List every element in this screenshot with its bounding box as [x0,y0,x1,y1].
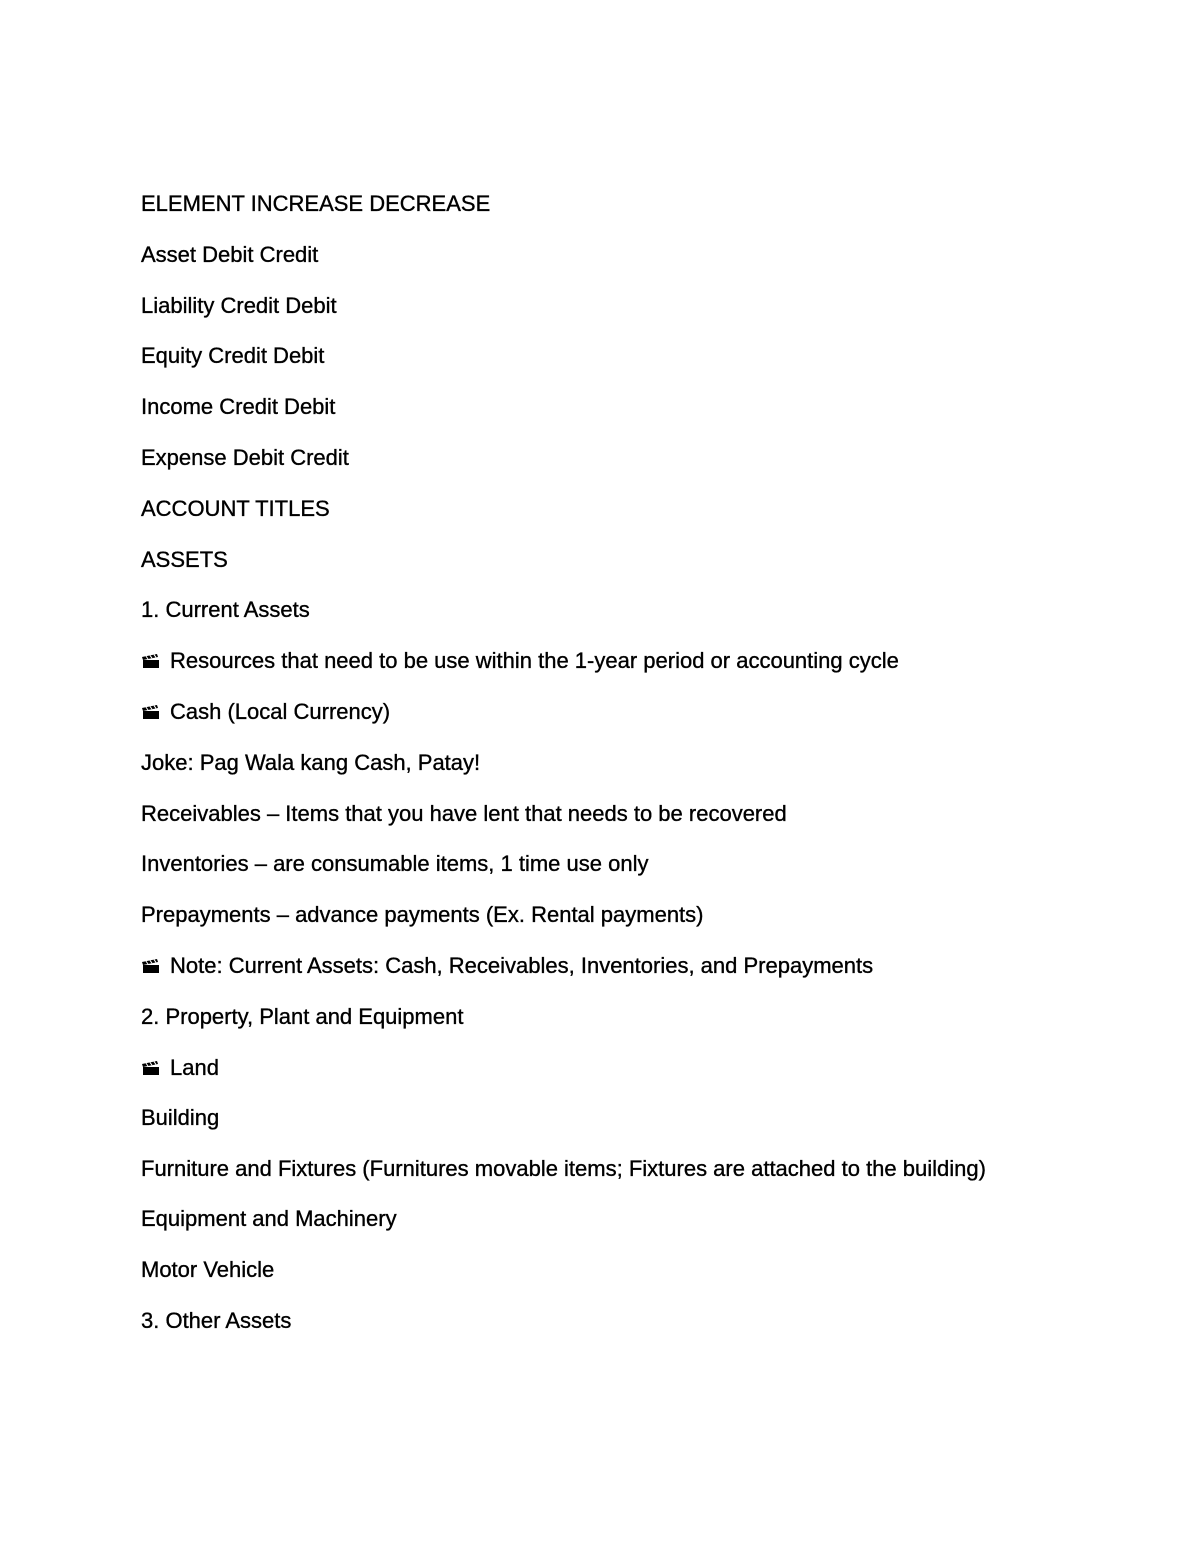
text-line [141,341,1041,371]
line-text: Joke: Pag Wala kang Cash, Patay! [141,749,481,775]
bullet-item [141,697,1041,727]
clapperboard-icon [141,653,161,669]
bullet-item [141,1053,1041,1083]
text-line [141,849,1041,879]
line-text: 2. Property, Plant and Equipment [141,1003,464,1029]
text-line [141,189,1041,219]
text-line [141,1103,1041,1133]
text-line [141,240,1041,270]
bullet-item [141,646,1041,676]
line-text: Land [170,1054,219,1080]
line-text: ELEMENT INCREASE DECREASE [141,191,491,216]
line-text: Resources that need to be use within the 1-year period or accounting cycle [170,648,899,674]
line-text: Income Credit Debit [141,394,336,420]
line-text: 1. Current Assets [141,597,310,623]
text-line [141,900,1041,930]
line-text: Prepayments – advance payments (Ex. Rental payments) [141,902,704,928]
bullet-item [141,951,1041,981]
text-line [141,1154,1041,1184]
clapperboard-icon [141,1060,161,1076]
text-line [141,291,1041,321]
text-line [141,392,1041,422]
text-line [141,1255,1041,1285]
line-text: Inventories – are consumable items, 1 time use only [141,851,649,877]
text-line [141,443,1041,473]
line-text: ASSETS [141,546,228,572]
line-text: Expense Debit Credit [141,444,349,470]
line-text: Note: Current Assets: Cash, Receivables, Inventories, and Prepayments [170,952,874,978]
text-line [141,748,1041,778]
line-text: Receivables – Items that you have lent that needs to be recovered [141,800,787,826]
line-text: Cash (Local Currency) [170,698,391,724]
text-line [141,595,1041,625]
line-text: Equity Credit Debit [141,343,325,369]
text-line [141,1204,1041,1234]
line-text: Furniture and Fixtures (Furnitures movable items; Fixtures are attached to the building) [141,1156,986,1182]
clapperboard-icon [141,958,161,974]
text-line [141,1306,1041,1336]
text-line [141,799,1041,829]
line-text: Equipment and Machinery [141,1206,397,1232]
line-text: Liability Credit Debit [141,292,337,318]
line-text: Motor Vehicle [141,1256,275,1282]
text-line [141,494,1041,524]
text-line [141,1002,1041,1032]
clapperboard-icon [141,704,161,720]
line-text: Asset Debit Credit [141,241,319,267]
text-line [141,545,1041,575]
line-text: ACCOUNT TITLES [141,495,330,521]
line-text: Building [141,1105,220,1131]
document-body [141,189,1041,1357]
line-text: 3. Other Assets [141,1307,292,1333]
